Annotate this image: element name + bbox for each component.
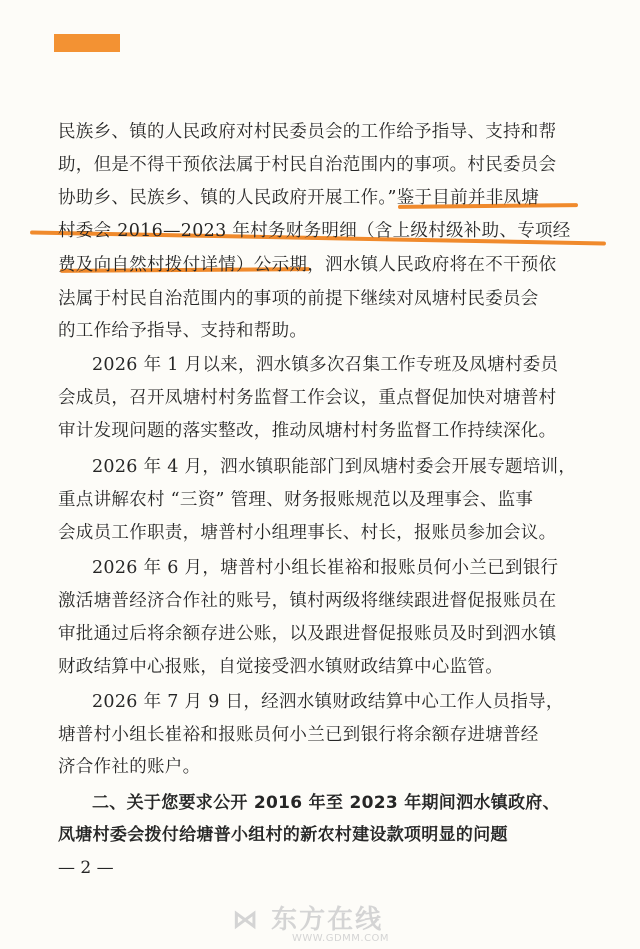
body-line: 村委会 2016—2023 年村务财务明细（含上级村级补助、专项经 — [58, 221, 571, 241]
body-line: 塘普村小组长崔裕和报账员何小兰已到银行将余额存进塘普经 — [58, 725, 539, 745]
watermark-logo-icon: ⋈ — [232, 905, 260, 935]
body-line: 审计发现问题的落实整改，推动凤塘村村务监督工作持续深化。 — [58, 421, 557, 441]
paragraph-start-line: 2026 年 1 月以来，泗水镇多次召集工作专班及凤塘村委员 — [92, 355, 559, 375]
body-line: 的工作给予指导、支持和帮助。 — [58, 321, 308, 341]
body-line: 助，但是不得干预依法属于村民自治范围内的事项。村民委员会 — [58, 155, 557, 175]
body-line: 法属于村民自治范围内的事项的前提下继续对凤塘村民委员会 — [58, 289, 539, 309]
watermark-logo-text: 东方在线 — [271, 905, 384, 935]
redaction-block — [54, 34, 120, 52]
body-line: 财政结算中心报账，自觉接受泗水镇财政结算中心监管。 — [58, 657, 503, 677]
body-line: 费及向自然村拨付详情）公示期，泗水镇人民政府将在不干预依 — [58, 255, 557, 275]
body-line: 重点讲解农村 “三资” 管理、财务报账规范以及理事会、监事 — [58, 490, 534, 510]
body-line: 济合作社的账户。 — [58, 757, 201, 777]
body-line: 协助乡、民族乡、镇的人民政府开展工作。”鉴于目前并非凤塘 — [58, 188, 540, 208]
body-line: 审批通过后将余额存进公账，以及跟进督促报账员及时到泗水镇 — [58, 624, 557, 644]
section-heading-line: 二、关于您要求公开 2016 年至 2023 年期间泗水镇政府、 — [92, 793, 560, 813]
paragraph-start-line: 2026 年 6 月，塘普村小组长崔裕和报账员何小兰已到银行 — [92, 558, 559, 578]
section-heading-line: 凤塘村委会拨付给塘普小组村的新农村建设款项明显的问题 — [58, 825, 508, 845]
body-line: 会成员工作职责，塘普村小组理事长、村长，报账员参加会议。 — [58, 523, 557, 543]
paragraph-start-line: 2026 年 4 月，泗水镇职能部门到凤塘村委会开展专题培训， — [92, 457, 577, 477]
watermark — [232, 905, 432, 945]
body-line: 民族乡、镇的人民政府对村民委员会的工作给予指导、支持和帮 — [58, 122, 557, 142]
watermark-url: WWW.GDMM.COM — [292, 933, 390, 944]
watermark-logo — [232, 905, 383, 935]
page-number: — 2 — — [58, 858, 114, 878]
paragraph-start-line: 2026 年 7 月 9 日，经泗水镇财政结算中心工作人员指导， — [92, 692, 564, 712]
body-line: 会成员，召开凤塘村村务监督工作会议，重点督促加快对塘普村 — [58, 388, 557, 408]
body-line: 激活塘普经济合作社的账号，镇村两级将继续跟进督促报账员在 — [58, 591, 557, 611]
